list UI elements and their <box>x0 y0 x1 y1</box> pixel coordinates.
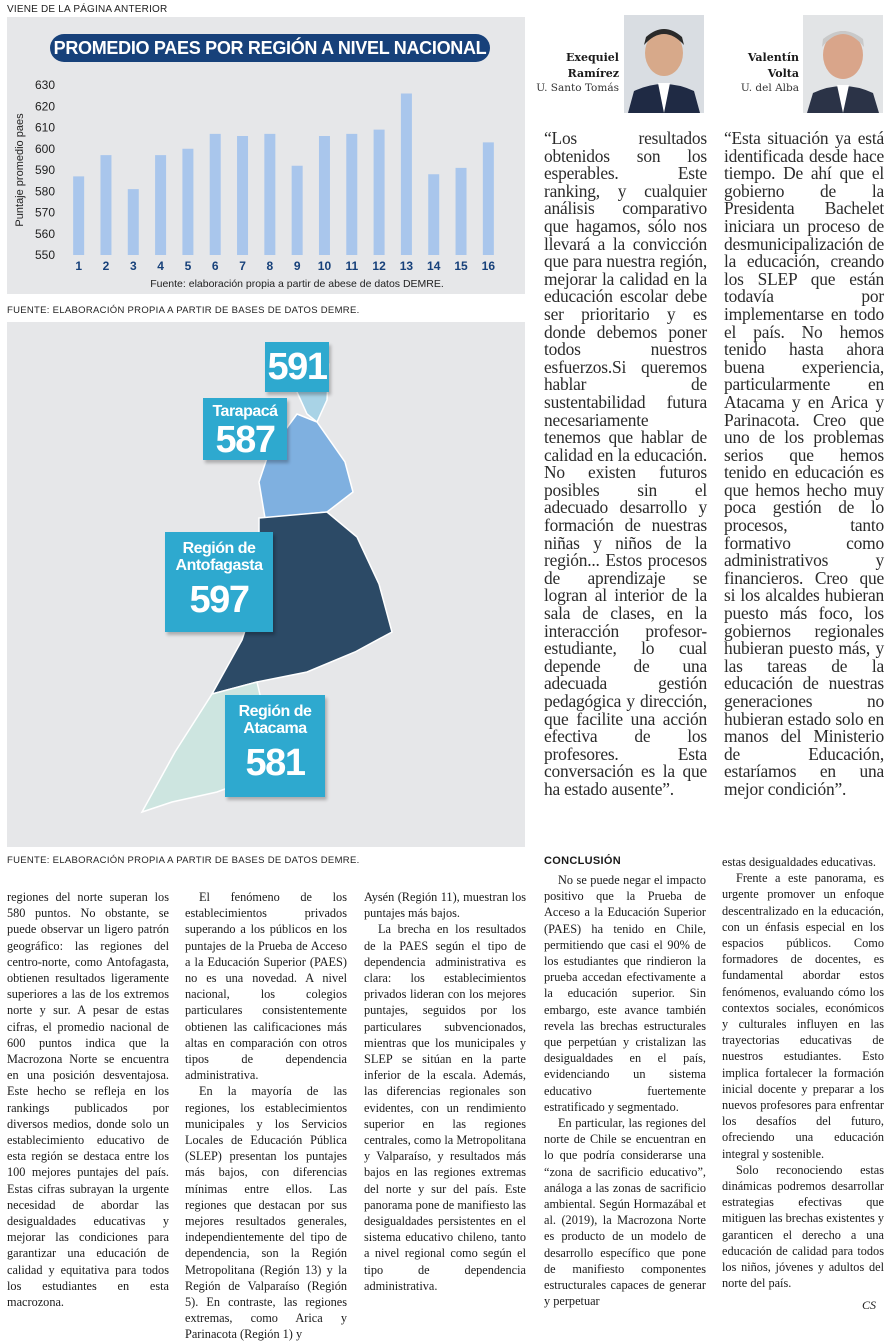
callout-atacama-score: 581 <box>245 742 305 784</box>
expert-2 <box>715 50 799 94</box>
bar <box>319 136 330 255</box>
x-tick-label: 13 <box>399 259 414 273</box>
body-col-4 <box>544 872 706 1309</box>
y-tick-label: 630 <box>34 78 55 92</box>
body-paragraph: En la mayoría de las regiones, los establecimientos municipales y los Servicios Locales de Educación Pública (SLEP) presentan los puntajes más bajos, con diferencias mínimas entre ellos. Las regiones que destacan por sus mejores resultados generales, independientemente del tipo de dependencia, son la Región Metropolitana (Región 13) y la Región de Valparaíso (Región 5). En contraste, las regiones extremas, como Arica y Parinacota (Región 1) y <box>185 1084 347 1342</box>
x-tick-label: 12 <box>372 259 386 273</box>
expert-1-photo <box>624 15 704 113</box>
y-tick-label: 600 <box>34 141 55 156</box>
bar <box>182 149 193 255</box>
kicker: VIENE DE LA PÁGINA ANTERIOR <box>7 4 168 15</box>
region-map <box>7 322 525 847</box>
bar <box>374 130 385 255</box>
bar <box>155 155 166 255</box>
body-paragraph: Solo reconociendo estas dinámicas podremos desarrollar estrategias efectivas que mitiguen las brechas existentes y garanticen el derecho a una educación de calidad para todos los niños, jóvenes y adultos del norte del país. <box>722 1162 884 1291</box>
expert-2-affil: U. del Alba <box>740 82 799 94</box>
x-tick-label: 4 <box>157 259 164 273</box>
x-tick-label: 9 <box>293 259 301 273</box>
y-axis-label: Puntaje promedio paes <box>14 113 26 227</box>
body-col-1 <box>7 889 169 1310</box>
body-paragraph: La brecha en los resultados de la PAES según el tipo de dependencia administrativa es clara: los establecimientos privados lideran con los mejores puntajes, seguidos por los particulares subvencionados, mientras que los municipales y SLEP se sitúan en la parte inferior de la escala. Además, las diferencias regionales son evidentes, con un rendimiento superior en las regiones centrales, como la Metropolitana y Valparaíso, y resultados más bajos en las regiones extremas del norte y sur del país. Este panorama pone de manifiesto las desigualdades persistentes en el sistema educativo chileno, tanto a nivel regional como según el tipo de dependencia administrativa. <box>364 922 526 1293</box>
y-tick-label: 590 <box>34 163 55 177</box>
expert-1-last: Ramírez <box>567 67 619 80</box>
bar <box>428 174 439 255</box>
y-tick-label: 610 <box>34 120 55 135</box>
callout-tarapaca-score: 587 <box>215 419 275 461</box>
y-tick-label: 550 <box>34 248 55 262</box>
chart-source: FUENTE: ELABORACIÓN PROPIA A PARTIR DE BASES DE DATOS DEMRE. <box>7 305 360 316</box>
x-tick-label: 15 <box>454 259 468 273</box>
bar <box>128 189 139 255</box>
x-tick-label: 10 <box>317 259 332 273</box>
end-mark: CS <box>862 1298 877 1312</box>
x-tick-label: 2 <box>102 259 110 273</box>
callout-antofagasta <box>165 532 273 632</box>
bar <box>292 166 303 255</box>
callout-arica-score: 591 <box>267 346 327 388</box>
bar <box>483 142 494 255</box>
expert-1-first: Exequiel <box>566 51 619 64</box>
x-tick-label: 6 <box>211 259 219 273</box>
y-tick-label: 580 <box>34 184 55 199</box>
chart-source-note: Fuente: elaboración propia a partir de abese de datos DEMRE. <box>150 278 444 290</box>
bar <box>401 94 412 256</box>
quote-volta: “Esta situación ya está identificada desde hace tiempo. De ahí que el gobierno de la Presidenta Bachelet iniciara un proceso de desmunicipalización de la educación, creando los SLEP que están todavía por implementarse en todo el país. No hemos tenido hasta ahora buena experiencia, particularmente en Atacama y en Arica y Parinacota. Creo que uno de los problemas serios que hemos tenido en educación es que hemos hecho muy poca gestión de lo procesos, tanto formativo como administrativos y financieros. Creo que si los alcaldes hubieran puesto más foco, los gobiernos regionales hubieran puesto más, y las tareas de la educación de nuestras generaciones no hubieran estado solo en manos del Ministerio de Educación, estaríamos en una mejor condición”. <box>724 128 884 799</box>
callout-atacama-name: Región de Atacama <box>238 703 312 737</box>
callout-atacama <box>225 695 325 797</box>
bar <box>73 176 84 255</box>
expert-2-first: Valentín <box>747 51 799 64</box>
body-col-5 <box>722 854 884 1291</box>
expert-1-affil: U. Santo Tomás <box>536 82 619 94</box>
expert-2-last: Volta <box>767 67 799 80</box>
expert-1 <box>535 50 619 94</box>
callout-tarapaca-name: Tarapacá <box>212 403 278 420</box>
bar <box>346 134 357 255</box>
quote-ramirez: “Los resultados obtenidos son los esperables. Este ranking, y cualquier análisis comparativo que hagamos, sólo nos llevará a la convicción que para nuestra región, mejorar la calidad en la educación escolar debe ser prioritario y es donde debemos poner todos nuestros esfuerzos.Si queremos hablar de sustentabilidad futura necesariamente tenemos que hablar de calidad en la educación. No existen futuros posibles sin el adecuado desarrollo y formación de nuestras niñas y niños de la región... Estos procesos de aprendizaje se logran al interior de la sala de clases, en la interacción profesor-estudiante, lo cual depende de una adecuada gestión pedagógica y dirección, que facilite una acción efectiva de los profesores. Esta conversación es la que ha estado ausente”. <box>544 128 707 799</box>
callout-tarapaca <box>203 398 287 460</box>
x-tick-label: 3 <box>129 259 137 273</box>
body-paragraph: El fenómeno de los establecimientos privados superando a los públicos en los puntajes de la Prueba de Acceso a la Educación Superior (PAES) no es una novedad. A nivel nacional, los colegios particulares consistentemente obtienen las calificaciones más altas en comparación con otros tipos de dependencia administrativa. <box>185 890 347 1083</box>
x-tick-label: 8 <box>266 259 274 273</box>
bar <box>100 155 111 255</box>
bar <box>210 134 221 255</box>
y-tick-label: 570 <box>34 205 55 220</box>
chart-title: PROMEDIO PAES POR REGIÓN A NIVEL NACIONAL <box>50 34 490 62</box>
body-paragraph: Aysén (Región 11), muestran los puntajes más bajos. <box>364 890 526 921</box>
portrait-icon <box>803 15 883 113</box>
body-col-2 <box>185 889 347 1343</box>
conclusion-heading: CONCLUSIÓN <box>544 855 621 867</box>
expert-2-photo <box>803 15 883 113</box>
x-tick-label: 1 <box>75 259 82 273</box>
body-paragraph: estas desigualdades educativas. <box>722 855 876 869</box>
bar <box>264 134 275 255</box>
bar <box>456 168 467 255</box>
body-paragraph: Frente a este panorama, es urgente promover un enfoque descentralizado en la educación, con un énfasis especial en los espacios públicos. Como formadores de docentes, es fundamental abordar estos fenómenos, evaluando cómo los contextos sociales, económicos y culturales influyen en las trayectorias educativas de nuestros estudiantes. Esto implica fortalecer la formación inicial docente y preparar a los nuevos profesores para enfrentar los desafíos del futuro, ofreciendo una educación integral y sostenible. <box>722 871 884 1161</box>
body-paragraph: En particular, las regiones del norte de Chile se encuentran en lo que podría considerarse una “zona de sacrificio educativo”, análoga a las zonas de sacrificio ambiental. Según Hormazábal et al. (2019), la Macrozona Norte es producto de un modelo de desarrollo específico que pone de manifiesto componentes estructurales capaces de generar y perpetuar <box>544 1116 706 1309</box>
y-tick-label: 620 <box>34 99 55 114</box>
body-paragraph: regiones del norte superan los 580 puntos. No obstante, se puede observar un ligero patrón geográfico: las regiones del centro-norte, como Antofagasta, obtienen resultados ligeramente superiores a las de los extremos norte y sur. A pesar de estas cifras, el promedio nacional de 600 puntos indica que la Macrozona Norte se encuentra en una posición desventajosa. Este hecho se refleja en los rankings publicados por diversos medios, donde solo un establecimiento educativo de esta región se destaca entre los 100 mejores puntajes del país. Estas cifras subrayan la urgente necesidad de abordar las desigualdades educativas y mejorar las condiciones para garantizar una educación de calidad y equitativa para todos los estudiantes en esta macrozona. <box>7 890 169 1310</box>
body-paragraph: No se puede negar el impacto positivo que la Prueba de Acceso a la Educación Superior (PAES) ha tenido en Chile, permitiendo que casi el 90% de los estudiantes que rindieron la prueba accedan efectivamente a la educación superior. Sin embargo, este avance también revela las brechas estructurales que perpetúan y cristalizan las desigualdades en el país, evidenciando un sistema educativo fuertemente estratificado y segmentado. <box>544 873 706 1114</box>
x-tick-label: 14 <box>427 259 441 273</box>
x-tick-label: 16 <box>481 259 496 273</box>
body-col-3 <box>364 889 526 1294</box>
callout-antofagasta-name: Región de Antofagasta <box>175 540 263 574</box>
y-tick-label: 560 <box>34 226 55 241</box>
callout-arica <box>265 342 329 392</box>
bar <box>237 136 248 255</box>
map-source: FUENTE: ELABORACIÓN PROPIA A PARTIR DE BASES DE DATOS DEMRE. <box>7 855 360 866</box>
x-tick-label: 5 <box>184 259 192 273</box>
callout-antofagasta-score: 597 <box>189 579 249 621</box>
x-tick-label: 11 <box>345 259 359 273</box>
portrait-icon <box>624 15 704 113</box>
x-tick-label: 7 <box>239 259 246 273</box>
